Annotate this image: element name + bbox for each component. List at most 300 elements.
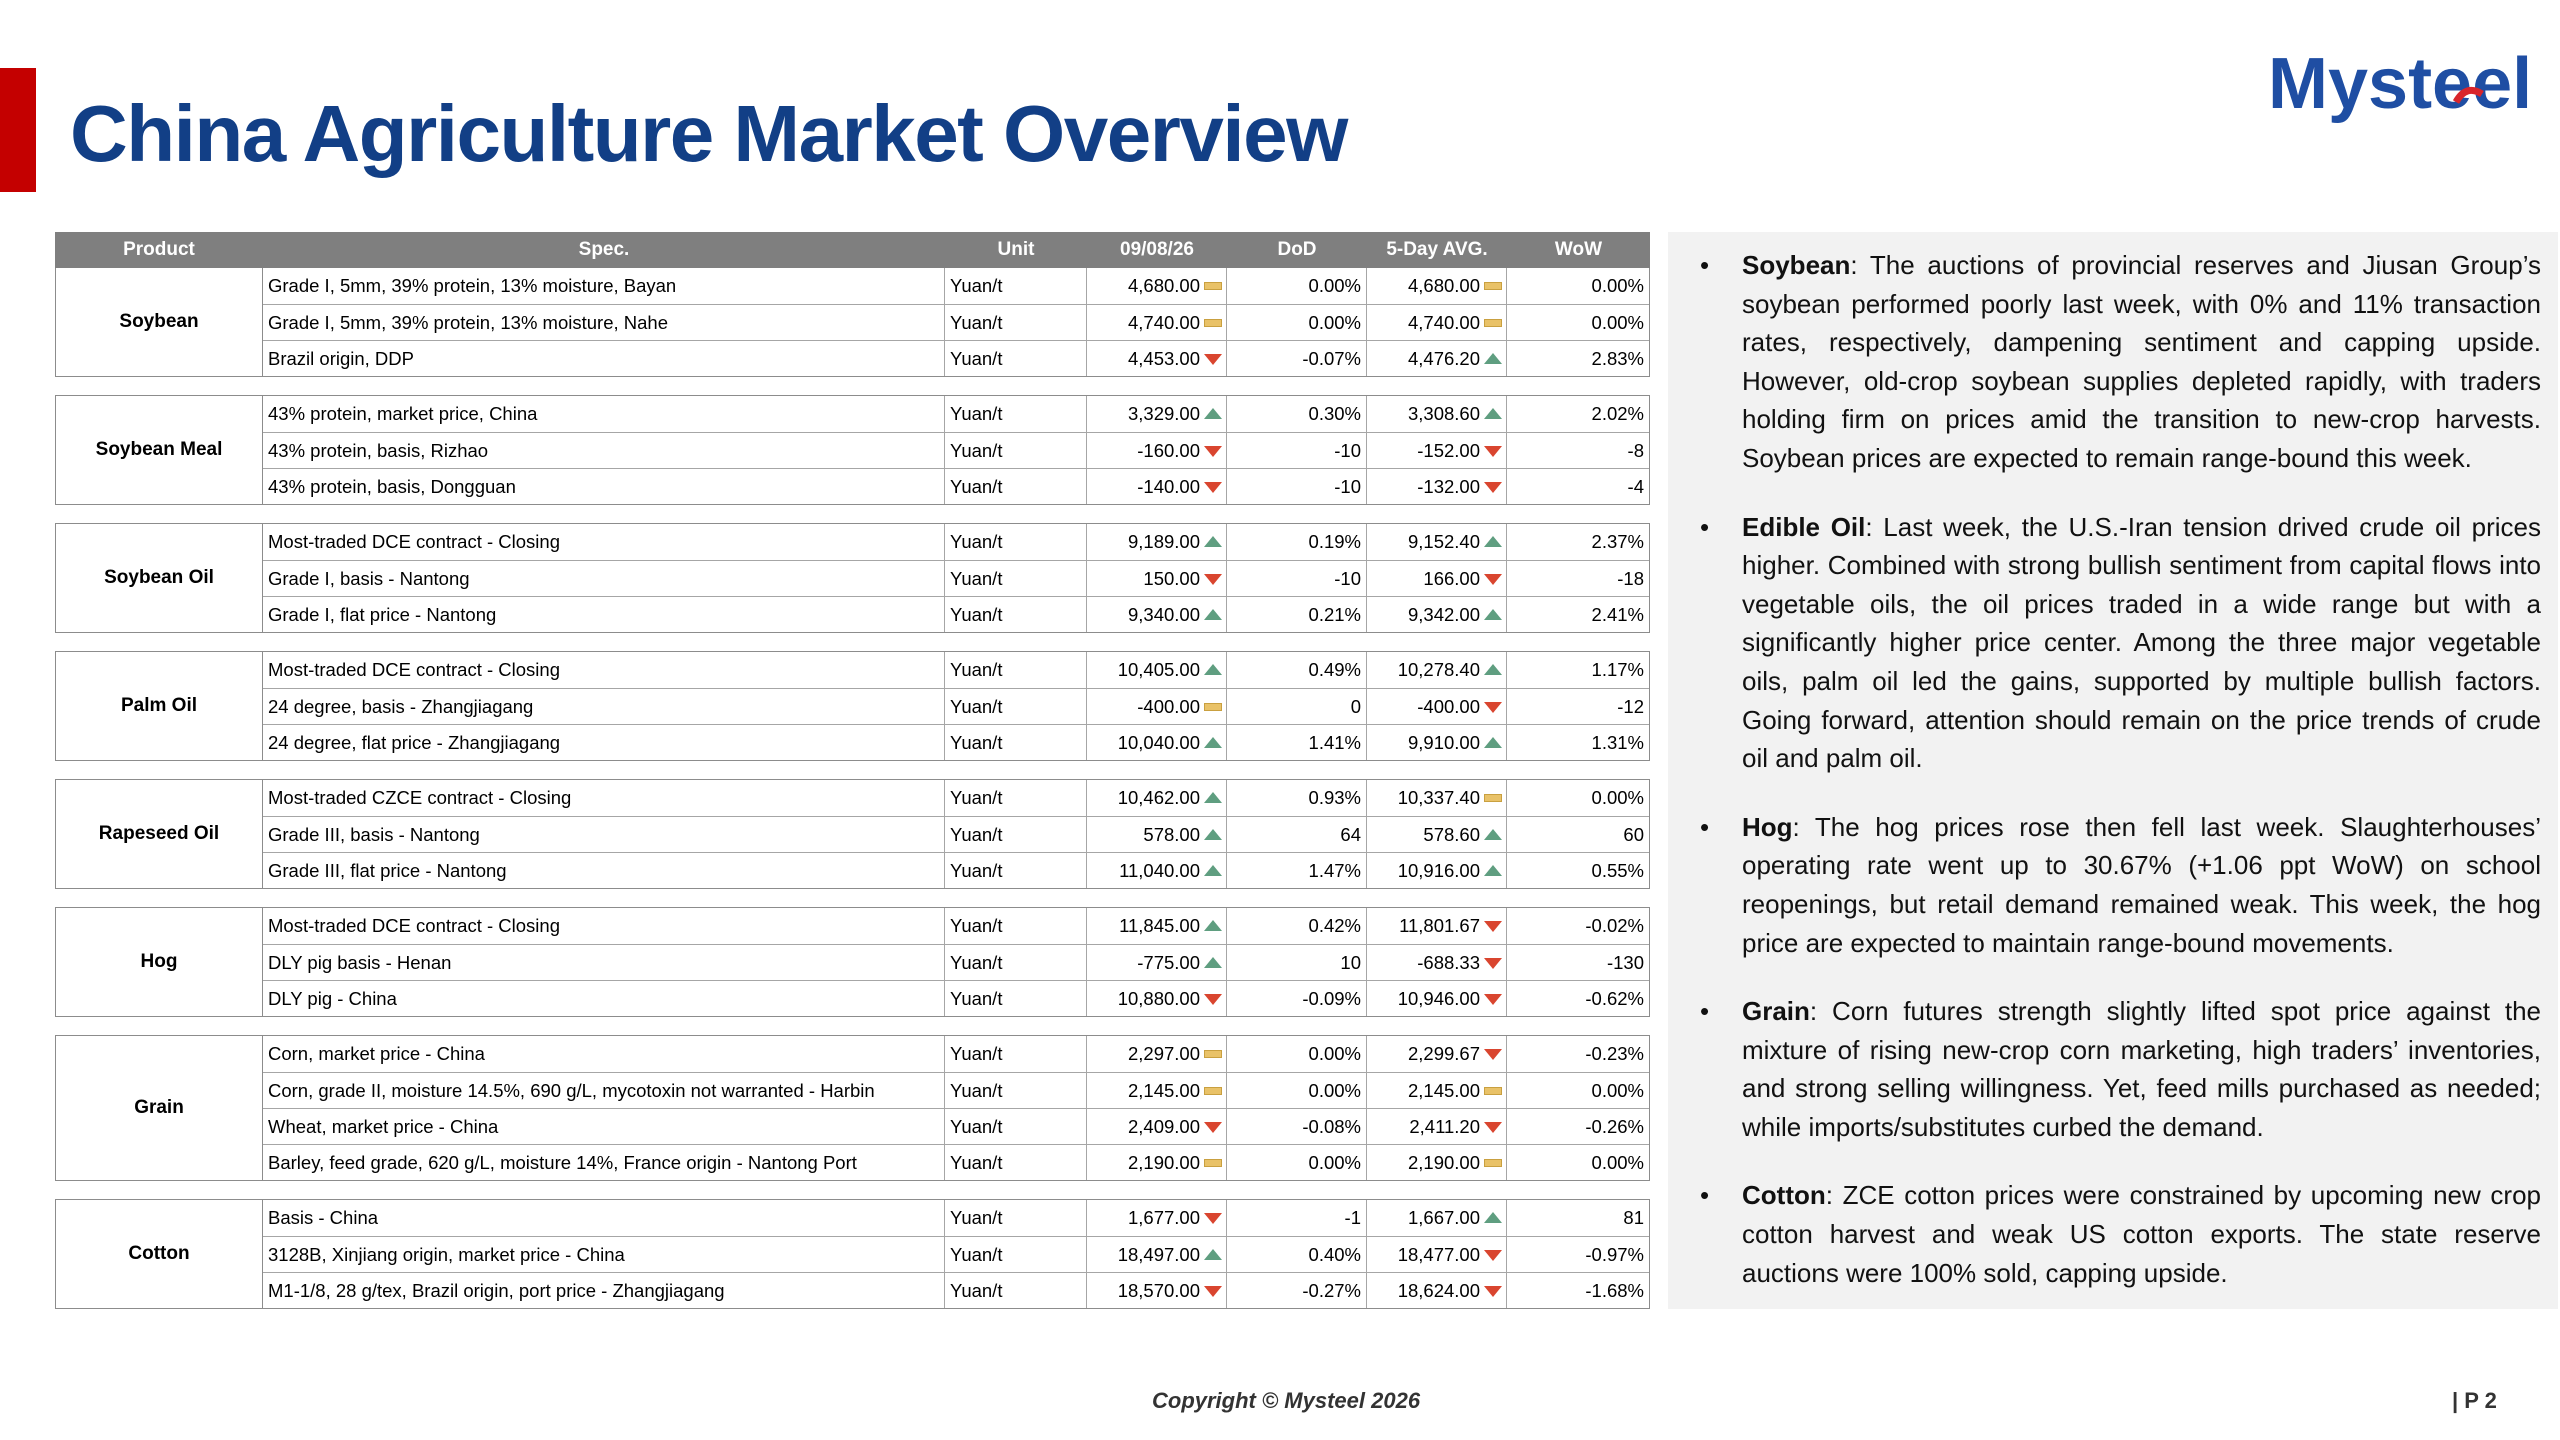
title-accent-bar <box>0 68 36 192</box>
trend-flat-icon <box>1484 282 1502 290</box>
dod-cell: 0.30% <box>1226 396 1366 432</box>
price-cell <box>1086 469 1226 504</box>
price-cell <box>1086 433 1226 468</box>
spec-cell: Grade I, 5mm, 39% protein, 13% moisture, Nahe <box>268 311 668 333</box>
avg-value: 3,308.60 <box>1407 403 1480 424</box>
trend-down-icon <box>1204 1213 1222 1224</box>
unit-cell: Yuan/t <box>944 817 1086 852</box>
table-row <box>263 340 1649 376</box>
avg-cell <box>1366 1036 1506 1072</box>
dod-cell: 10 <box>1226 945 1366 980</box>
avg-cell <box>1366 780 1506 816</box>
dod-cell: 0 <box>1226 689 1366 724</box>
price-value: 3,329.00 <box>1127 403 1200 424</box>
avg-value: 2,190.00 <box>1407 1151 1480 1173</box>
wow-cell: -18 <box>1506 561 1649 596</box>
table-row <box>263 652 1649 688</box>
unit-cell: Yuan/t <box>944 305 1086 340</box>
trend-up-icon <box>1204 408 1222 419</box>
product-name: Soybean Meal <box>56 396 263 504</box>
commentary-title: Cotton <box>1742 1180 1826 1211</box>
dod-cell: -0.08% <box>1226 1109 1366 1144</box>
price-cell <box>1086 561 1226 596</box>
wow-cell: 2.02% <box>1506 396 1649 432</box>
commentary-title: Soybean <box>1742 250 1851 280</box>
wow-cell: 81 <box>1506 1200 1649 1236</box>
trend-down-icon <box>1204 1286 1222 1297</box>
unit-cell: Yuan/t <box>944 341 1086 376</box>
spec-cell: DLY pig - China <box>268 987 397 1009</box>
bullet-icon: • <box>1700 1180 1710 1211</box>
price-cell <box>1086 268 1226 304</box>
spec-cell: 24 degree, basis - Zhangjiagang <box>268 695 534 717</box>
logo-text: Mysteel <box>2268 44 2533 124</box>
avg-value: 2,411.20 <box>1409 1115 1480 1137</box>
price-value: 10,040.00 <box>1117 731 1200 753</box>
avg-cell <box>1366 725 1506 760</box>
product-group <box>55 268 1650 377</box>
unit-cell: Yuan/t <box>944 1036 1086 1072</box>
unit-cell: Yuan/t <box>944 1109 1086 1144</box>
trend-up-icon <box>1204 664 1222 675</box>
price-cell <box>1086 945 1226 980</box>
avg-cell <box>1366 305 1506 340</box>
unit-cell: Yuan/t <box>944 725 1086 760</box>
header-dod: DoD <box>1277 239 1317 260</box>
commentary-item <box>1686 246 2541 478</box>
trend-down-icon <box>1204 446 1222 457</box>
page-title: China Agriculture Market Overview <box>70 89 1347 178</box>
dod-cell: 0.00% <box>1226 1073 1366 1108</box>
wow-cell: -8 <box>1506 433 1649 468</box>
unit-cell: Yuan/t <box>944 1145 1086 1180</box>
bullet-icon: • <box>1700 511 1710 542</box>
price-value: 10,462.00 <box>1117 787 1200 808</box>
table-row <box>263 816 1649 852</box>
header-product: Product <box>123 239 195 260</box>
avg-value: 578.60 <box>1423 823 1480 845</box>
dod-cell: 1.41% <box>1226 725 1366 760</box>
spec-cell: Grade III, flat price - Nantong <box>268 859 507 881</box>
price-cell <box>1086 853 1226 888</box>
product-group <box>55 779 1650 889</box>
trend-down-icon <box>1484 958 1502 969</box>
copyright: Copyright © Mysteel 2026 <box>1152 1388 1421 1413</box>
unit-cell: Yuan/t <box>944 396 1086 432</box>
product-name: Soybean Oil <box>56 524 263 632</box>
avg-cell <box>1366 817 1506 852</box>
trend-down-icon <box>1204 1122 1222 1133</box>
trend-flat-icon <box>1484 1087 1502 1095</box>
commentary-panel <box>1668 232 2558 1309</box>
product-group <box>55 1035 1650 1181</box>
dod-cell: 1.47% <box>1226 853 1366 888</box>
price-cell <box>1086 1145 1226 1180</box>
price-value: 10,405.00 <box>1117 659 1200 680</box>
trend-up-icon <box>1484 408 1502 419</box>
spec-cell: Most-traded DCE contract - Closing <box>268 659 560 680</box>
table-row <box>263 1200 1649 1236</box>
avg-value: 10,946.00 <box>1397 987 1480 1009</box>
avg-cell <box>1366 597 1506 632</box>
trend-down-icon <box>1484 446 1502 457</box>
commentary-title: Edible Oil <box>1742 511 1866 542</box>
trend-down-icon <box>1484 1250 1502 1261</box>
trend-up-icon <box>1204 829 1222 840</box>
price-cell <box>1086 652 1226 688</box>
commentary-item <box>1686 1176 2541 1292</box>
trend-flat-icon <box>1204 282 1222 290</box>
table-body <box>55 268 1650 1309</box>
spec-cell: Grade III, basis - Nantong <box>268 823 480 845</box>
table-row <box>263 724 1649 760</box>
unit-cell: Yuan/t <box>944 908 1086 944</box>
avg-value: 4,680.00 <box>1407 275 1480 296</box>
dod-cell: 0.00% <box>1226 1145 1366 1180</box>
wow-cell: 0.00% <box>1506 1145 1649 1180</box>
commentary-text: : Corn futures strength slightly lifted spot price against the mixture of rising new-crop corn marketing, high traders’ inventories, and strong selling willingness. Yet, feed mills purchased as needed; while imports/substitutes curbed the demand. <box>1742 996 2541 1142</box>
price-value: 150.00 <box>1143 567 1200 589</box>
commentary-title: Hog <box>1742 811 1793 842</box>
price-cell <box>1086 981 1226 1016</box>
mysteel-logo <box>2268 44 2536 130</box>
unit-cell: Yuan/t <box>944 689 1086 724</box>
trend-down-icon <box>1484 1049 1502 1060</box>
page-number: | P 2 <box>2452 1388 2497 1413</box>
trend-up-icon <box>1204 957 1222 968</box>
spec-cell: Corn, market price - China <box>268 1043 485 1064</box>
avg-value: 9,342.00 <box>1407 603 1480 625</box>
unit-cell: Yuan/t <box>944 561 1086 596</box>
price-value: -775.00 <box>1137 951 1200 973</box>
avg-value: 2,145.00 <box>1407 1079 1480 1101</box>
avg-cell <box>1366 1200 1506 1236</box>
product-name: Hog <box>56 908 263 1016</box>
commentary-text: : The auctions of provincial reserves and Jiusan Group’s soybean performed poorly last week, with 0% and 11% transaction rates, respectively, dampening sentiment and capping upside. However, old-crop soybean supplies depleted rapidly, with traders holding firm on prices amid the transition to new-crop harvests. Soybean prices are expected to remain range-bound this week. <box>1742 250 2541 473</box>
price-value: 11,845.00 <box>1119 915 1200 936</box>
wow-cell: -0.23% <box>1506 1036 1649 1072</box>
wow-cell: 2.37% <box>1506 524 1649 560</box>
trend-down-icon <box>1484 1286 1502 1297</box>
table-row <box>263 596 1649 632</box>
price-value: 4,680.00 <box>1127 275 1200 296</box>
dod-cell: -10 <box>1226 469 1366 504</box>
dod-cell: 0.00% <box>1226 1036 1366 1072</box>
table-row <box>263 432 1649 468</box>
price-value: 2,409.00 <box>1127 1115 1200 1137</box>
avg-value: 10,278.40 <box>1397 659 1480 680</box>
price-cell <box>1086 1109 1226 1144</box>
trend-down-icon <box>1484 1122 1502 1133</box>
avg-cell <box>1366 1073 1506 1108</box>
avg-value: 4,740.00 <box>1407 311 1480 333</box>
avg-cell <box>1366 268 1506 304</box>
trend-up-icon <box>1204 536 1222 547</box>
trend-down-icon <box>1204 354 1222 365</box>
wow-cell: 0.00% <box>1506 1073 1649 1108</box>
trend-up-icon <box>1204 792 1222 803</box>
spec-cell: 24 degree, flat price - Zhangjiagang <box>268 731 561 753</box>
table-row <box>263 268 1649 304</box>
avg-cell <box>1366 524 1506 560</box>
product-group <box>55 395 1650 505</box>
wow-cell: 2.41% <box>1506 597 1649 632</box>
dod-cell: 0.21% <box>1226 597 1366 632</box>
market-table <box>55 232 1650 1309</box>
trend-up-icon <box>1484 609 1502 620</box>
wow-cell: -0.62% <box>1506 981 1649 1016</box>
table-row <box>263 468 1649 504</box>
table-row <box>263 944 1649 980</box>
wow-cell: -4 <box>1506 469 1649 504</box>
wow-cell: 2.83% <box>1506 341 1649 376</box>
price-value: 4,453.00 <box>1127 347 1200 369</box>
price-cell <box>1086 817 1226 852</box>
price-cell <box>1086 1200 1226 1236</box>
price-value: -160.00 <box>1137 439 1200 461</box>
trend-up-icon <box>1204 609 1222 620</box>
price-cell <box>1086 524 1226 560</box>
trend-down-icon <box>1204 574 1222 585</box>
spec-cell: Barley, feed grade, 620 g/L, moisture 14%, France origin - Nantong Port <box>268 1151 857 1173</box>
avg-cell <box>1366 396 1506 432</box>
table-row <box>263 780 1649 816</box>
avg-value: -152.00 <box>1417 439 1480 461</box>
wow-cell: 1.17% <box>1506 652 1649 688</box>
price-value: 2,145.00 <box>1127 1079 1200 1101</box>
header-avg: 5-Day AVG. <box>1386 239 1488 260</box>
trend-down-icon <box>1484 574 1502 585</box>
table-header <box>55 232 1650 268</box>
unit-cell: Yuan/t <box>944 945 1086 980</box>
price-value: 9,340.00 <box>1127 603 1200 625</box>
dod-cell: 0.93% <box>1226 780 1366 816</box>
price-value: 9,189.00 <box>1127 531 1200 552</box>
trend-flat-icon <box>1484 1159 1502 1167</box>
dod-cell: 0.40% <box>1226 1237 1366 1272</box>
table-row <box>263 1144 1649 1180</box>
avg-cell <box>1366 341 1506 376</box>
avg-cell <box>1366 561 1506 596</box>
commentary-text: : The hog prices rose then fell last week. Slaughterhouses’ operating rate went up to 30.67% (+1.06 ppt WoW) on school reopenings, but retail demand remained weak. This week, the hog price are expected to maintain range-bound movements. <box>1742 811 2541 958</box>
unit-cell: Yuan/t <box>944 1237 1086 1272</box>
unit-cell: Yuan/t <box>944 981 1086 1016</box>
spec-cell: 43% protein, basis, Rizhao <box>268 439 489 461</box>
trend-up-icon <box>1204 737 1222 748</box>
wow-cell: -0.26% <box>1506 1109 1649 1144</box>
price-value: 18,497.00 <box>1117 1243 1200 1265</box>
trend-up-icon <box>1484 865 1502 876</box>
dod-cell: 0.49% <box>1226 652 1366 688</box>
avg-cell <box>1366 1237 1506 1272</box>
dod-cell: 0.00% <box>1226 305 1366 340</box>
spec-cell: Grade I, basis - Nantong <box>268 567 470 589</box>
price-cell <box>1086 341 1226 376</box>
unit-cell: Yuan/t <box>944 1273 1086 1308</box>
unit-cell: Yuan/t <box>944 780 1086 816</box>
trend-up-icon <box>1204 920 1222 931</box>
table-row <box>263 1036 1649 1072</box>
avg-value: 166.00 <box>1423 567 1480 589</box>
price-value: 18,570.00 <box>1117 1279 1200 1301</box>
table-row <box>263 908 1649 944</box>
unit-cell: Yuan/t <box>944 652 1086 688</box>
avg-value: 9,910.00 <box>1407 731 1480 753</box>
table-row <box>263 524 1649 560</box>
dod-cell: 0.19% <box>1226 524 1366 560</box>
trend-up-icon <box>1484 353 1502 364</box>
product-name: Palm Oil <box>56 652 263 760</box>
price-cell <box>1086 908 1226 944</box>
spec-cell: Brazil origin, DDP <box>268 347 414 369</box>
trend-up-icon <box>1484 664 1502 675</box>
wow-cell: -130 <box>1506 945 1649 980</box>
bullet-icon: • <box>1700 996 1710 1027</box>
product-name: Grain <box>56 1036 263 1180</box>
avg-cell <box>1366 433 1506 468</box>
trend-flat-icon <box>1204 319 1222 327</box>
price-value: -400.00 <box>1137 695 1200 717</box>
wow-cell: 1.31% <box>1506 725 1649 760</box>
trend-flat-icon <box>1484 794 1502 802</box>
unit-cell: Yuan/t <box>944 433 1086 468</box>
wow-cell: -0.02% <box>1506 908 1649 944</box>
price-value: 1,677.00 <box>1127 1207 1200 1228</box>
product-group <box>55 651 1650 761</box>
spec-cell: Most-traded DCE contract - Closing <box>268 915 560 936</box>
dod-cell: -10 <box>1226 561 1366 596</box>
commentary-text: : Last week, the U.S.-Iran tension drived crude oil prices higher. Combined with strong bullish sentiment from capital flows into vegetable oils, the oil prices traded in a wide range but with a significantly higher price center. Among the three major vegetable oils, palm oil led the gains, supported by multiple bullish factors. Going forward, attention should remain on the price trends of crude oil and palm oil. <box>1742 511 2541 774</box>
unit-cell: Yuan/t <box>944 469 1086 504</box>
avg-value: 10,916.00 <box>1397 859 1480 881</box>
wow-cell: -1.68% <box>1506 1273 1649 1308</box>
unit-cell: Yuan/t <box>944 597 1086 632</box>
price-value: 11,040.00 <box>1119 859 1200 881</box>
product-group <box>55 1199 1650 1309</box>
table-row <box>263 980 1649 1016</box>
product-group <box>55 523 1650 633</box>
bullet-icon: • <box>1700 250 1710 280</box>
avg-value: 18,477.00 <box>1397 1243 1480 1265</box>
price-value: 2,190.00 <box>1127 1151 1200 1173</box>
wow-cell: 0.00% <box>1506 780 1649 816</box>
trend-up-icon <box>1204 1249 1222 1260</box>
dod-cell: -1 <box>1226 1200 1366 1236</box>
price-cell <box>1086 689 1226 724</box>
price-cell <box>1086 597 1226 632</box>
avg-cell <box>1366 689 1506 724</box>
price-cell <box>1086 396 1226 432</box>
trend-flat-icon <box>1204 703 1222 711</box>
header-spec: Spec. <box>578 239 630 260</box>
price-value: 2,297.00 <box>1127 1043 1200 1064</box>
price-cell <box>1086 1237 1226 1272</box>
avg-value: -400.00 <box>1417 695 1480 717</box>
header-date: 09/08/26 <box>1120 239 1194 260</box>
commentary-title: Grain <box>1742 996 1810 1027</box>
trend-flat-icon <box>1484 319 1502 327</box>
table-row <box>263 396 1649 432</box>
spec-cell: 43% protein, market price, China <box>268 403 538 424</box>
table-row <box>263 560 1649 596</box>
avg-cell <box>1366 981 1506 1016</box>
commentary-text: : ZCE cotton prices were constrained by upcoming new crop cotton harvest and weak US cotton exports. The state reserve auctions were 100% sold, capping upside. <box>1742 1180 2541 1288</box>
avg-cell <box>1366 1273 1506 1308</box>
trend-up-icon <box>1484 829 1502 840</box>
spec-cell: Basis - China <box>268 1207 379 1228</box>
header-wow: WoW <box>1554 239 1603 260</box>
table-row <box>263 688 1649 724</box>
spec-cell: DLY pig basis - Henan <box>268 951 452 973</box>
table-row <box>263 852 1649 888</box>
spec-cell: Most-traded DCE contract - Closing <box>268 531 560 552</box>
dod-cell: -10 <box>1226 433 1366 468</box>
trend-down-icon <box>1484 921 1502 932</box>
avg-cell <box>1366 945 1506 980</box>
wow-cell: 0.00% <box>1506 305 1649 340</box>
avg-value: 10,337.40 <box>1397 787 1480 808</box>
spec-cell: Most-traded CZCE contract - Closing <box>268 787 572 808</box>
wow-cell: -0.97% <box>1506 1237 1649 1272</box>
dod-cell: -0.07% <box>1226 341 1366 376</box>
avg-value: 4,476.20 <box>1407 347 1480 369</box>
price-cell <box>1086 1073 1226 1108</box>
trend-down-icon <box>1204 482 1222 493</box>
price-value: 578.00 <box>1143 823 1200 845</box>
trend-up-icon <box>1484 737 1502 748</box>
wow-cell: -12 <box>1506 689 1649 724</box>
trend-up-icon <box>1484 536 1502 547</box>
spec-cell: Grade I, 5mm, 39% protein, 13% moisture, Bayan <box>268 275 677 296</box>
avg-value: 2,299.67 <box>1407 1043 1480 1064</box>
avg-cell <box>1366 908 1506 944</box>
avg-value: 9,152.40 <box>1407 531 1480 552</box>
price-value: 4,740.00 <box>1127 311 1200 333</box>
trend-up-icon <box>1484 1212 1502 1223</box>
commentary-item <box>1686 992 2541 1146</box>
spec-cell: Wheat, market price - China <box>268 1115 499 1137</box>
price-cell <box>1086 780 1226 816</box>
dod-cell: -0.27% <box>1226 1273 1366 1308</box>
table-row <box>263 1272 1649 1308</box>
bullet-icon: • <box>1700 811 1710 842</box>
trend-flat-icon <box>1204 1050 1222 1058</box>
trend-flat-icon <box>1204 1159 1222 1167</box>
avg-value: 11,801.67 <box>1399 915 1480 936</box>
table-row <box>263 304 1649 340</box>
dod-cell: 0.00% <box>1226 268 1366 304</box>
unit-cell: Yuan/t <box>944 853 1086 888</box>
trend-up-icon <box>1204 865 1222 876</box>
wow-cell: 60 <box>1506 817 1649 852</box>
table-row <box>263 1108 1649 1144</box>
product-group <box>55 907 1650 1017</box>
commentary-item <box>1686 808 2541 962</box>
unit-cell: Yuan/t <box>944 1073 1086 1108</box>
price-value: -140.00 <box>1137 475 1200 497</box>
spec-cell: 43% protein, basis, Dongguan <box>268 475 516 497</box>
spec-cell: Grade I, flat price - Nantong <box>268 603 497 625</box>
avg-cell <box>1366 469 1506 504</box>
commentary-item <box>1686 508 2541 778</box>
price-value: 10,880.00 <box>1117 987 1200 1009</box>
table-row <box>263 1072 1649 1108</box>
avg-cell <box>1366 1109 1506 1144</box>
product-name: Soybean <box>56 268 263 376</box>
unit-cell: Yuan/t <box>944 268 1086 304</box>
unit-cell: Yuan/t <box>944 1200 1086 1236</box>
avg-value: 18,624.00 <box>1397 1279 1480 1301</box>
